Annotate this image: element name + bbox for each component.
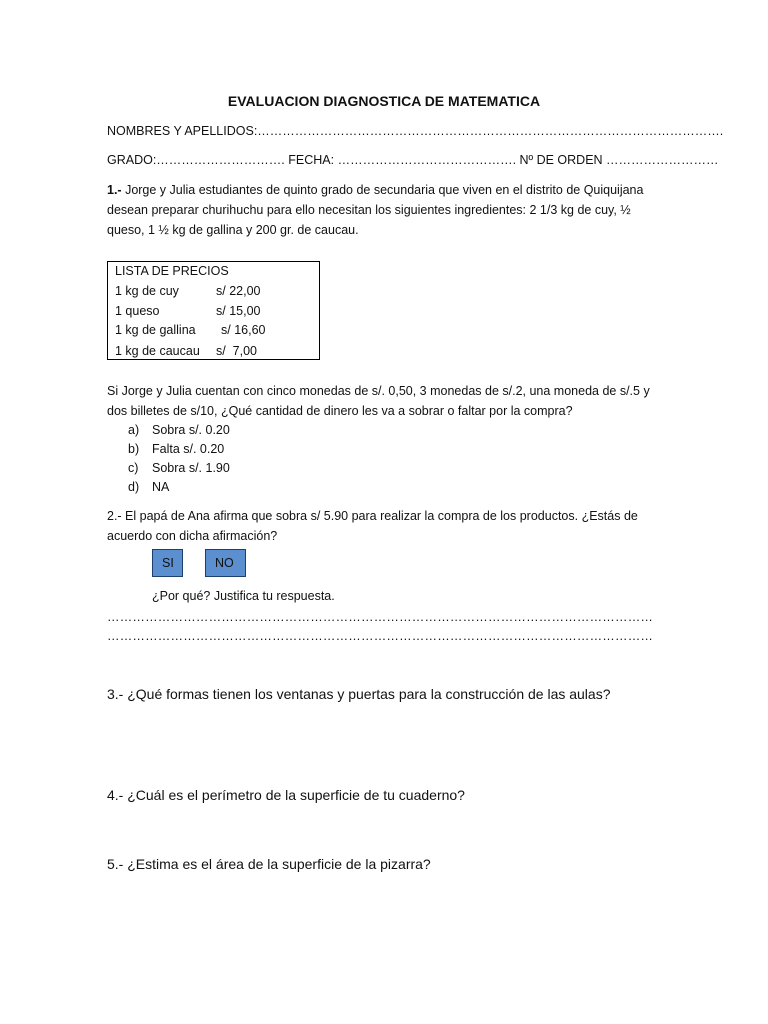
question-1-prompt bbox=[107, 381, 667, 421]
question-1-line-2: desean preparar churihuchu para ello necesitan los siguientes ingredientes: 2 1/3 kg de cuy, ½ bbox=[107, 203, 631, 217]
si-button[interactable]: SI bbox=[152, 549, 183, 577]
option-letter: a) bbox=[128, 423, 140, 437]
price-list-table bbox=[107, 261, 320, 360]
option-letter: c) bbox=[128, 461, 139, 475]
option-letter: b) bbox=[128, 442, 140, 456]
price-item: 1 kg de cuy bbox=[115, 284, 179, 298]
question-3: 3.- ¿Qué formas tienen los ventanas y puertas para la construcción de las aulas? bbox=[107, 686, 611, 702]
question-2-text bbox=[107, 506, 667, 546]
price-item: 1 queso bbox=[115, 304, 160, 318]
price-item: 1 kg de caucau bbox=[115, 344, 200, 358]
option-text: Sobra s/. 0.20 bbox=[152, 423, 230, 437]
price-value: s/ 7,00 bbox=[216, 344, 257, 358]
question-2-line-1: 2.- El papá de Ana afirma que sobra s/ 5.90 para realizar la compra de los productos. ¿Estás de bbox=[107, 509, 638, 523]
nombres-field: NOMBRES Y APELLIDOS:…………………………………………………………………………………………………. bbox=[107, 124, 724, 138]
question-1-prompt-line-1: Si Jorge y Julia cuentan con cinco monedas de s/. 0,50, 3 monedas de s/.2, una moneda de s/.5 y bbox=[107, 384, 650, 398]
question-1-text bbox=[107, 180, 667, 240]
no-button[interactable]: NO bbox=[205, 549, 246, 577]
price-value: s/ 22,00 bbox=[216, 284, 261, 298]
option-letter: d) bbox=[128, 480, 140, 494]
question-5: 5.- ¿Estima es el área de la superficie de la pizarra? bbox=[107, 856, 431, 872]
question-2-line-2: acuerdo con dicha afirmación? bbox=[107, 529, 278, 543]
option-text: Sobra s/. 1.90 bbox=[152, 461, 230, 475]
question-1-prompt-line-2: dos billetes de s/10, ¿Qué cantidad de dinero les va a sobrar o faltar por la compra? bbox=[107, 404, 573, 418]
grado-fecha-orden-field: GRADO:…………………………. FECHA: ……………………………………. Nº DE ORDEN ……………………… bbox=[107, 153, 719, 167]
option-c bbox=[128, 458, 230, 478]
question-1-number: 1.- bbox=[107, 183, 122, 197]
option-text: NA bbox=[152, 480, 170, 494]
page-title: EVALUACION DIAGNOSTICA DE MATEMATICA bbox=[227, 93, 541, 109]
price-value: s/ 16,60 bbox=[221, 323, 266, 337]
option-a bbox=[128, 420, 230, 440]
price-value: s/ 15,00 bbox=[216, 304, 261, 318]
question-1-line-1: Jorge y Julia estudiantes de quinto grado de secundaria que viven en el distrito de Quiquijana bbox=[121, 183, 644, 197]
justify-prompt: ¿Por qué? Justifica tu respuesta. bbox=[152, 589, 335, 603]
question-1-line-3: queso, 1 ½ kg de gallina y 200 gr. de caucau. bbox=[107, 223, 359, 237]
answer-line-1: ………………………………………………………………………………………………………………… bbox=[107, 610, 654, 624]
question-4: 4.- ¿Cuál es el perímetro de la superficie de tu cuaderno? bbox=[107, 787, 465, 803]
option-d bbox=[128, 477, 169, 497]
price-item: 1 kg de gallina bbox=[115, 323, 196, 337]
answer-line-2: ………………………………………………………………………………………………………………… bbox=[107, 629, 654, 643]
option-b bbox=[128, 439, 224, 459]
option-text: Falta s/. 0.20 bbox=[152, 442, 225, 456]
price-list-header: LISTA DE PRECIOS bbox=[115, 264, 229, 278]
